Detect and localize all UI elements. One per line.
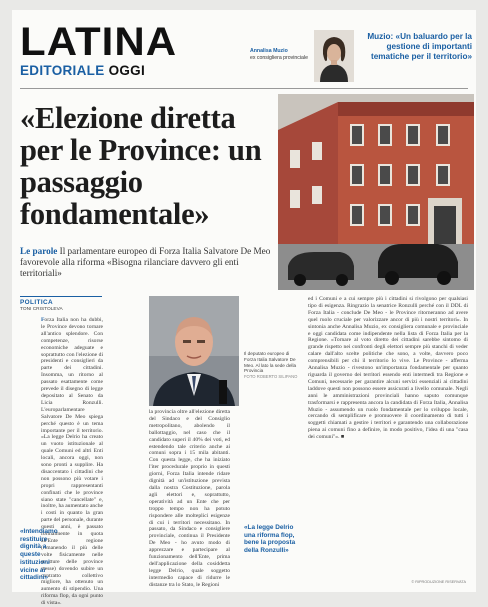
- top-quote: Muzio: «Un baluardo per la gestione di importanti tematiche per il territorio»: [367, 32, 472, 61]
- man-portrait-image: [149, 296, 239, 406]
- author-byline: TONI CRISTOLEVA: [20, 307, 63, 312]
- pull-quote-1: «Intendiamo restituire dignità a queste istituzioni vicine ai cittadini»: [20, 528, 58, 582]
- top-caption-name: Annalisa Muzio: [250, 48, 288, 54]
- body-column-1: Forza Italia non ha dubbi, le Province devono tornare all'antico splendore. Con competenze, risorse economiche adeguate e soprattutto con l'elezione di presidenti e consiglieri da parte dei cittadini. Insomma, un ritorno al passato esattamente come prevede il disegno di legge depositato al Senato da Licia Ronzulli. L'europarlamentare Salvatore De Meo spiega perché questo è un tema importante per il territorio. «La legge Delrio ha creato un vuoto istituzionale al quale Comuni ed altri Enti locali, ancora oggi, non sono pronti a supplire. Ha disaccentato i cittadini che non possono più votare i propri rappresentanti confinati che le province siano state "cancellate" e, inoltre, ha aumentato anche i costi in quanto la gran parte del personale, durante questi anni, è passato formalmente in quota all'Ente regione (rimanendo il più delle volte fisicamente nelle strutture delle province stesse) dovendo subire un contratto collettivo migliore, ha ottenuto un aumento di stipendio. Una riforma flop, da ogni punto di vista».: [41, 317, 103, 607]
- photo-credit: FOTO ROBERTO SILIPANO: [244, 374, 298, 380]
- photo-caption-text: Il deputato europeo di Forza Italia Salvatore De Meo. Al lato la sede della Provincia: [244, 351, 297, 374]
- body-column-2: la provincia oltre all'elezione diretta del Sindaco e del Consiglio metropolitano, abolendo il ballottaggio, nel caso che il candidato superi il 40% dei voti, ed estendendo tale criterio anche ai comuni sopra i 15 mila abitanti. Con questa legge, che ha iniziato l'iter procedurale proprio in questi giorni, Forza Italia intende ridare dignità ad un'istituzione prevista dalla nostra Costituzione, parola agli elettori e, soprattutto, operatività ad un Ente che per troppo tempo non ha potuto rispondere alle molteplici esigenze di cui i territori necessitano. In passato, da Sindaco e consigliere provinciale, continua il Presidente De Meo - ho avuto modo di apprezzare e partecipare al funzionamento dell'Ente, prima dell'applicazione della cosiddetta legge Delrio, quale soggetto intermedio capace di ridurre le distanze tra lo Stato, le Regioni: [149, 409, 230, 588]
- masthead-subtitle: [20, 63, 210, 78]
- top-photo-caption: [250, 48, 310, 61]
- province-building-photo: [278, 94, 474, 290]
- masthead-logo: LATINA: [20, 20, 178, 64]
- newspaper-page: [12, 10, 476, 607]
- standfirst: [20, 246, 276, 279]
- standfirst-text: Il parlamentare europeo di Forza Italia Salvatore De Meo favorevole alla riforma «Bisogna rilanciare davvero gli enti territoriali»: [20, 246, 271, 278]
- standfirst-kicker: Le parole: [20, 246, 58, 256]
- woman-portrait-image: [314, 30, 354, 82]
- section-label: POLITICA: [20, 299, 54, 306]
- headline: «Elezione diretta per le Province: un passaggio fondamentale»: [20, 101, 262, 231]
- top-caption-role: ex consigliera provinciale: [250, 54, 308, 61]
- masthead: [20, 20, 210, 78]
- pull-quote-2: «La legge Delrio una riforma flop, bene la proposta della Ronzulli»: [244, 524, 296, 555]
- footer-credit: © RIPRODUZIONE RISERVATA: [411, 580, 466, 584]
- masthead-subtitle-part-2: OGGI: [108, 63, 146, 78]
- building-image: [278, 94, 474, 290]
- photo-caption: [244, 351, 302, 380]
- header-divider: [20, 88, 468, 89]
- de-meo-portrait-photo: [149, 296, 239, 406]
- avatar: [314, 30, 354, 82]
- body-column-3: ed i Comuni e a cui sempre più i cittadini si rivolgono per qualsiasi tipo di esigenza. Ringrazio la senatrice Ronzulli perché con il DDL di Forza Italia - conclude De Meo - le Province ritorneranno ad avere quel ruolo cruciale per valorizzare ancor di più i nostri territori». In sintonia anche Annalisa Muzio, ex consigliera comunale e provinciale e oggi candidata come indipendente nella lista di Forza Italia per la Regione. «Tornare al voto diretto dei cittadini sarebbe sintomo di grande rispetto nei confronti degli elettori sempre più stanchi di veder calare dall'alto scelte politiche che sono, a volte, davvero poco comprensibili per chi il territorio lo vive. Le Province - afferma Annalisa Muzio - rivestono un'importanza fondamentale per quanto riguarda il governo dei territori essendo enti intermedi tra Regione e Comuni, necessarie per garantire alcuni servizi essenziali ai cittadini laddove questi non possono essere assicurati a livello comunale. Negli anni le amministrazioni provinciali hanno saputo comunque trasformarsi e rappresenta ancora la candidata di Forza Italia, Annalisa Muzio - assumendo un ruolo fondamentale per lo sviluppo locale, cercando di semplificare e promuovere il coordinamento di tutti i soggetti chiamati a gestire i territori e garantendo una collaborazione piena ai comuni fino a definire, in modo positivo, l'idea di una "casa dei comuni"». ■: [308, 296, 468, 441]
- section-rubric: [20, 296, 102, 312]
- masthead-subtitle-part-1: EDITORIALE: [20, 63, 105, 78]
